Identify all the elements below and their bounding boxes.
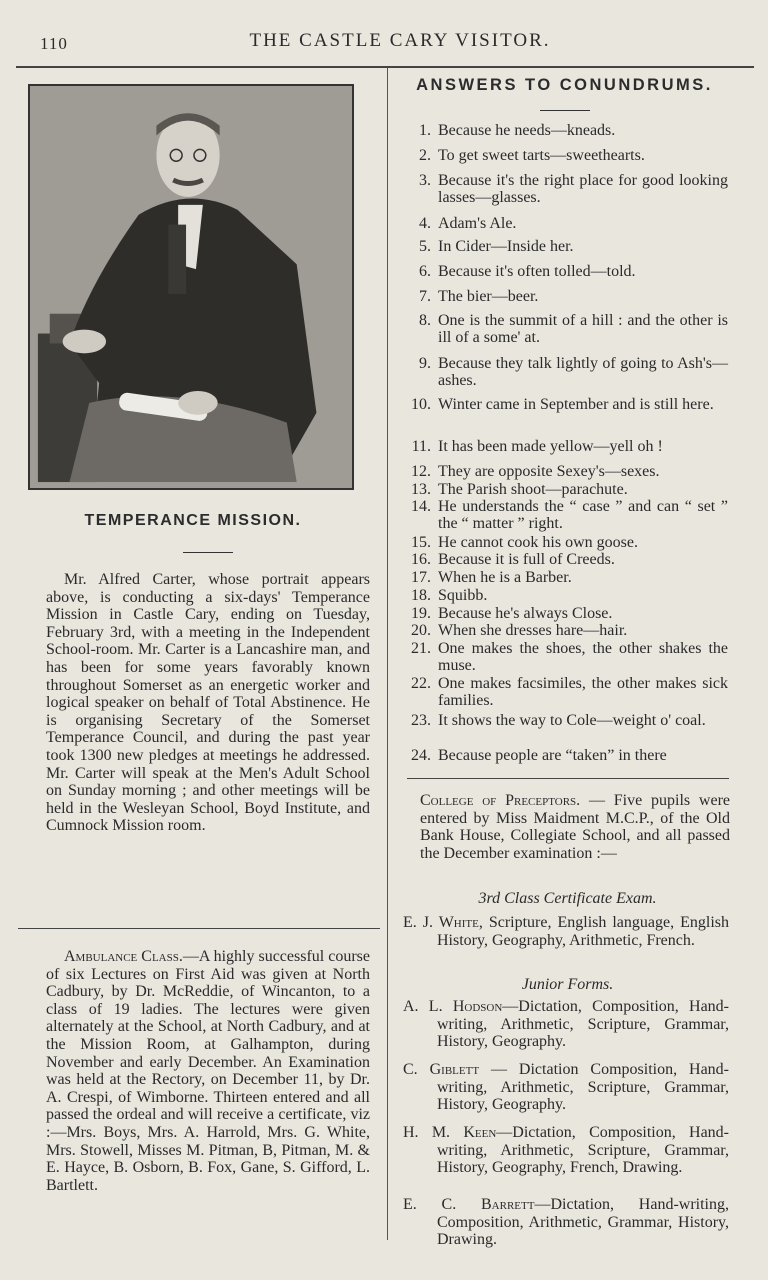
answer-number: 9. bbox=[419, 355, 431, 372]
answer-text: The Parish shoot—parachute. bbox=[438, 481, 628, 498]
answer-text: He cannot cook his own goose. bbox=[438, 534, 638, 551]
section-rule bbox=[407, 778, 729, 779]
answer-number: 21. bbox=[411, 640, 431, 657]
answer-text: In Cider—Inside her. bbox=[438, 238, 574, 255]
answer-number: 5. bbox=[419, 238, 431, 255]
answer-number: 11. bbox=[411, 438, 431, 455]
temperance-heading: TEMPERANCE MISSION. bbox=[84, 512, 302, 529]
answer-number: 8. bbox=[419, 312, 431, 329]
section-rule bbox=[18, 928, 380, 929]
answer-number: 7. bbox=[419, 288, 431, 305]
answer-text: They are opposite Sexey's—sexes. bbox=[438, 463, 660, 480]
list-item bbox=[403, 914, 729, 949]
answer-number: 16. bbox=[411, 551, 431, 568]
answer-text: Because it's often tolled—told. bbox=[438, 263, 636, 280]
answer-number: 6. bbox=[419, 263, 431, 280]
answer-text: Squibb. bbox=[438, 587, 488, 604]
answer-number: 17. bbox=[411, 569, 431, 586]
answer-number: 1. bbox=[419, 122, 431, 139]
running-title: THE CASTLE CARY VISITOR. bbox=[249, 30, 551, 51]
answer-number: 15. bbox=[411, 534, 431, 551]
answer-text: One makes the shoes, the other shakes the muse. bbox=[438, 640, 728, 674]
answer-text: One is the summit of a hill : and the other is ill of a some' at. bbox=[438, 312, 728, 346]
answer-text: It has been made yellow—yell oh ! bbox=[438, 438, 663, 455]
third-class-heading: 3rd Class Certificate Exam. bbox=[478, 890, 657, 907]
answer-number: 24. bbox=[411, 747, 431, 764]
pupil-name: E. J. White, bbox=[403, 914, 483, 931]
list-item bbox=[403, 1196, 729, 1249]
portrait-photo-icon bbox=[28, 84, 354, 490]
page-number: 110 bbox=[40, 34, 68, 53]
list-item bbox=[403, 1061, 729, 1114]
answer-text: Because he's always Close. bbox=[438, 605, 613, 622]
answer-number: 18. bbox=[411, 587, 431, 604]
answer-number: 2. bbox=[419, 147, 431, 164]
junior-heading: Junior Forms. bbox=[521, 976, 614, 993]
list-item bbox=[403, 1124, 729, 1177]
answer-number: 4. bbox=[419, 215, 431, 232]
pupil-name: E. C. Barrett bbox=[403, 1196, 535, 1213]
answer-text: It shows the way to Cole—weight o' coal. bbox=[438, 712, 706, 729]
answer-number: 23. bbox=[411, 712, 431, 729]
temperance-paragraph: Mr. Alfred Carter, whose portrait appears above, is conducting a six-days' Temperance Mission in Castle Cary, ending on Tuesday, February 3rd, with a meeting in the Independent School-room. Mr. Carter is a Lancashire man, and has been for some years favorably known throughout Somerset as an energetic worker and logical speaker on behalf of Total Abstinence. He is organising Secretary of the Somerset Temperance Council, and during the past year took 1300 new pledges at meetings he addressed. Mr. Carter will speak at the Men's Adult School on Sunday morning ; and other meetings will be held in the Wesleyan School, Boyd Institute, and Cumnock Mission room. bbox=[46, 571, 370, 835]
pupil-subjects: — Dictation Composition, Hand-writing, Arithmetic, Scripture, Grammar, History, Geography. bbox=[437, 1061, 729, 1114]
answer-text: Because he needs—kneads. bbox=[438, 122, 616, 139]
answer-text: Because it's the right place for good looking lasses—glasses. bbox=[438, 172, 728, 206]
answer-number: 14. bbox=[411, 498, 431, 515]
answer-text: One makes facsimiles, the other makes sick families. bbox=[438, 675, 728, 709]
college-paragraph bbox=[420, 792, 730, 862]
pupil-subjects: —Dictation, Composition, Hand-writing, Arithmetic, Scripture, Grammar, History, Geography. bbox=[437, 998, 730, 1051]
answer-text: Winter came in September and is still here. bbox=[438, 396, 714, 413]
answer-text: He understands the “ case ” and can “ set ” the “ matter ” right. bbox=[438, 498, 728, 532]
answer-text: Because it is full of Creeds. bbox=[438, 551, 615, 568]
pupil-name: C. Giblett bbox=[403, 1061, 480, 1078]
pupil-subjects: —Dictation, Composition, Hand-writing, Arithmetic, Scripture, Grammar, History, Geography, French, Drawing. bbox=[437, 1124, 730, 1177]
heading-rule bbox=[540, 110, 590, 111]
pupil-subjects: Scripture, English language, English History, Geography, Arithmetic, French. bbox=[437, 914, 729, 949]
answer-number: 10. bbox=[411, 396, 431, 413]
answer-text: To get sweet tarts—sweethearts. bbox=[438, 147, 645, 164]
ambulance-paragraph bbox=[46, 948, 370, 1194]
answer-number: 20. bbox=[411, 622, 431, 639]
answer-text: Because they talk lightly of going to Ash's—ashes. bbox=[438, 355, 728, 389]
answer-number: 13. bbox=[411, 481, 431, 498]
answer-number: 12. bbox=[411, 463, 431, 480]
pupil-name: A. L. Hodson bbox=[403, 998, 503, 1015]
ambulance-lead: Ambulance Class. bbox=[64, 948, 183, 965]
ambulance-text: —A highly successful course of six Lectures on First Aid was given at North Cadbury, by Dr. McReddie, of Wincanton, to a class of 19 ladies. The lectures were given alternately at the School, at North Cadbury, and at the Mission Room, at Galhampton, during November and early December. An Examination was held at the Rectory, on December 11, by Dr. A. Crespi, of Wimborne. Thirteen entered and all passed the ordeal and will receive a certificate, viz :—Mrs. Boys, Mrs. A. Harrold, Mrs. G. White, Mrs. Stowell, Misses M. Pitman, B, Pitman, M. & E. Hayce, B. Osborn, B. Fox, Gane, S. Gifford, L. Bartlett. bbox=[46, 948, 370, 1194]
pupil-subjects: —Dictation, Hand-writing, Composition, Arithmetic, Grammar, History, Drawing. bbox=[437, 1196, 729, 1249]
heading-rule bbox=[183, 552, 233, 553]
answers-heading: ANSWERS TO CONUNDRUMS. bbox=[416, 76, 713, 94]
answer-text: The bier—beer. bbox=[438, 288, 539, 305]
column-divider bbox=[387, 68, 388, 1240]
answer-number: 3. bbox=[419, 172, 431, 189]
answer-text: When she dresses hare—hair. bbox=[438, 622, 628, 639]
answer-number: 22. bbox=[411, 675, 431, 692]
answer-number: 19. bbox=[411, 605, 431, 622]
answer-text: Because people are “taken” in there bbox=[438, 747, 667, 764]
pupil-name: H. M. Keen bbox=[403, 1124, 497, 1141]
answer-text: When he is a Barber. bbox=[438, 569, 572, 586]
list-item bbox=[403, 998, 729, 1051]
header-rule bbox=[16, 66, 754, 68]
college-lead: College of Preceptors. bbox=[420, 792, 581, 809]
college-text: — Five pupils were entered by Miss Maidment M.C.P., of the Old Bank House, Collegiate School, and all passed the December examination :— bbox=[420, 792, 731, 862]
answer-text: Adam's Ale. bbox=[438, 215, 517, 232]
